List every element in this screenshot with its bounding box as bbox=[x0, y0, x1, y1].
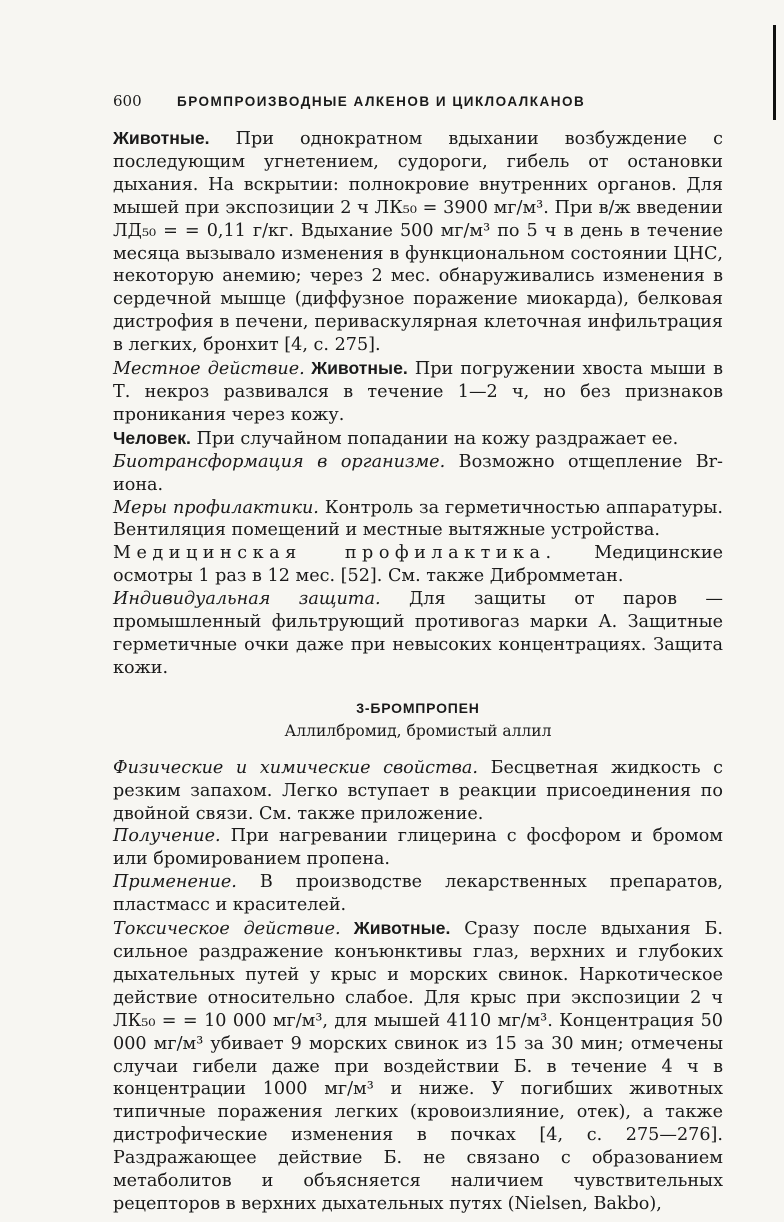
page-number: 600 bbox=[113, 92, 142, 110]
label-biotransformation: Биотрансформация в организме. bbox=[113, 451, 446, 472]
paragraph-toxic-action bbox=[113, 917, 723, 1216]
paragraph-production bbox=[113, 825, 723, 871]
label-animals: Животные. bbox=[340, 918, 451, 939]
paragraph-text: Сразу после вдыхания Б. сильное раздражение конъюнктивы глаз, верхних и глубоких дыхательных путей у крыс и морских свинок. Наркотическое действие относительно слабое. Для крыс при экспозиции 2 ч ЛК₅₀ = = 10 000 мг/м³, для мышей 4110 мг/м³. Концентрация 50 000 мг/м³ убивает 9 морских свинок из 15 за 30 мин; отмечены случаи гибели даже при воздействии Б. в течение 4 ч в концентрации 1000 мг/м³ и ниже. У погибших животных типичные поражения легких (кровоизлияние, отек), а также дистрофические изменения в почках [4, с. 275—276]. Раздражающее действие Б. не связано с образованием метаболитов и объясняется наличием чувствительных рецепторов в верхних дыхательных путях (Nielsen, Bakbo), bbox=[113, 919, 723, 1214]
paragraph-protection bbox=[113, 588, 723, 680]
label-protection: Индивидуальная защита. bbox=[113, 589, 381, 610]
paragraph-text: При однократном вдыхании возбуждение с последующим угнетением, судороги, гибель от остановки дыхания. На вскрытии: полнокровие внутренних органов. Для мышей при экспозиции 2 ч ЛК₅₀ = 3900 мг/м³. При в/ж введении ЛД₅₀ = = 0,11 г/кг. Вдыхание 500 мг/м³ по 5 ч в день в течение месяца вызывало изменения в функциональном состоянии ЦНС, некоторую анемию; через 2 мес. обнаруживались изменения в сердечной мышце (диффузное поражение миокарда), белковая дистрофия в печени, периваскулярная клеточная инфильтрация в легких, бронхит [4, с. 275]. bbox=[113, 129, 723, 356]
paragraph-animals bbox=[113, 127, 723, 357]
paragraph-application bbox=[113, 871, 723, 917]
paragraph-text: При нагревании глицерина с фосфором и бромом или бромированием пропена. bbox=[113, 826, 723, 870]
paragraph-human bbox=[113, 427, 723, 451]
section-subtitle: Аллилбромид, бромистый аллил bbox=[284, 721, 552, 740]
label-animals: Животные. bbox=[113, 128, 210, 148]
paragraph-text: В производстве лекарственных препаратов, пластмасс и красителей. bbox=[113, 872, 723, 916]
paragraph-text: При погружении хвоста мыши в Т. некроз развивался в течение 1—2 ч, но без признаков проникания через кожу. bbox=[113, 359, 723, 425]
paragraph-text: Контроль за герметичностью аппаратуры. Вентиляция помещений и местные вытяжные устройства. bbox=[113, 497, 723, 541]
label-human: Человек. bbox=[113, 427, 191, 448]
label-prevention: Меры профилактики. bbox=[113, 497, 319, 518]
label-application: Применение. bbox=[113, 872, 237, 893]
label-properties: Физические и химические свойства. bbox=[113, 757, 478, 778]
label-production: Получение. bbox=[113, 826, 221, 847]
page-edge-mark bbox=[773, 25, 776, 120]
paragraph-text: Медицинские осмотры 1 раз в 12 мес. [52]. См. также Дибромметан. bbox=[113, 543, 723, 587]
running-header bbox=[113, 92, 723, 110]
paragraph-biotransformation bbox=[113, 451, 723, 497]
book-page bbox=[113, 92, 723, 1216]
section-title: 3-БРОМПРОПЕН bbox=[356, 699, 480, 716]
label-local-action: Местное действие. bbox=[113, 359, 305, 380]
paragraph-text: Бесцветная жидкость с резким запахом. Легко вступает в реакции присоединения по двойной связи. См. также приложение. bbox=[113, 757, 723, 824]
label-toxic-action: Токсическое действие. bbox=[113, 919, 341, 940]
label-medical-prevention: Медицинская профилактика. bbox=[113, 543, 557, 564]
paragraph-properties bbox=[113, 757, 723, 826]
paragraph-text: Для защиты от паров — промышленный фильтрующий противогаз марки А. Защитные герметичные очки даже при невысоких концентрациях. Защита кожи. bbox=[113, 589, 723, 678]
paragraph-local-action bbox=[113, 357, 723, 427]
running-title: БРОМПРОИЗВОДНЫЕ АЛКЕНОВ И ЦИКЛОАЛКАНОВ bbox=[177, 94, 586, 109]
paragraph-prevention bbox=[113, 497, 723, 543]
label-animals: Животные. bbox=[304, 358, 408, 379]
paragraph-text: Возможно отщепление Br-иона. bbox=[113, 451, 723, 495]
paragraph-medical-prevention bbox=[113, 542, 723, 588]
paragraph-text: При случайном попадании на кожу раздражает ее. bbox=[190, 428, 679, 449]
